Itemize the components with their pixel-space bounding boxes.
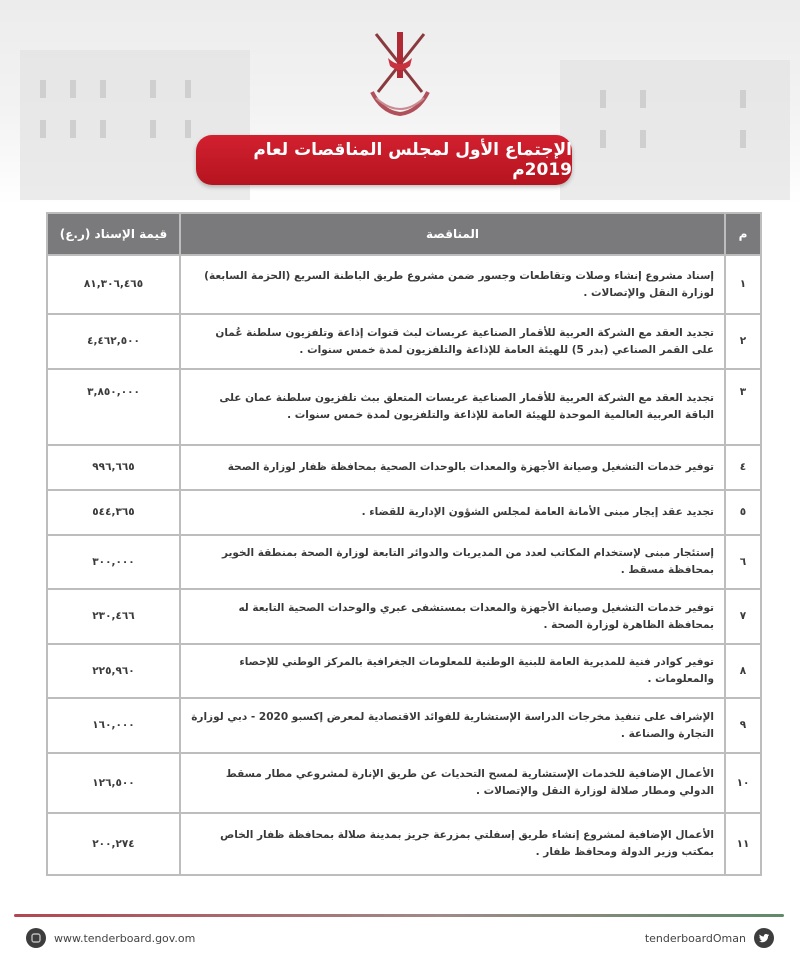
table-row [47, 753, 761, 813]
row-tender: توفير خدمات التشغيل وصيانة الأجهزة والمعدات بمستشفى عبري والوحدات الصحية التابعة له بمحافظة الظاهرة لوزارة الصحة . [180, 589, 725, 644]
table-row [47, 535, 761, 589]
building-silhouette [560, 60, 790, 200]
row-tender: إستئجار مبنى لإستخدام المكاتب لعدد من المديريات والدوائر التابعة لوزارة الصحة بمنطقة الخوير بمحافظة مسقط . [180, 535, 725, 589]
table-row [47, 445, 761, 490]
row-number: ١ [725, 255, 761, 314]
row-value: ١٢٦,٥٠٠ [47, 753, 180, 813]
row-number: ٧ [725, 589, 761, 644]
row-tender: الإشراف على تنفيذ مخرجات الدراسة الإستشارية للفوائد الاقتصادية لمعرض إكسبو 2020 - دبي لوزارة التجارة والصناعة . [180, 698, 725, 753]
row-tender: تجديد عقد إيجار مبنى الأمانة العامة لمجلس الشؤون الإدارية للقضاء . [180, 490, 725, 535]
table-row [47, 369, 761, 445]
row-number: ٣ [725, 369, 761, 445]
column-header-value: قيمة الإسناد (ر.ع) [47, 213, 180, 255]
twitter-icon [754, 928, 774, 948]
row-number: ٦ [725, 535, 761, 589]
row-tender: توفير خدمات التشغيل وصيانة الأجهزة والمعدات بالوحدات الصحية بمحافظة ظفار لوزارة الصحة [180, 445, 725, 490]
table-row [47, 698, 761, 753]
oman-national-emblem-icon [362, 28, 438, 120]
twitter-handle[interactable]: tenderboardOman [644, 931, 746, 945]
row-value: ٣,٨٥٠,٠٠٠ [47, 369, 180, 445]
row-value: ٢٣٠,٤٦٦ [47, 589, 180, 644]
column-header-number: م [725, 213, 761, 255]
row-value: ١٦٠,٠٠٠ [47, 698, 180, 753]
row-number: ٢ [725, 314, 761, 369]
row-value: ٨١,٣٠٦,٤٦٥ [47, 255, 180, 314]
row-number: ٩ [725, 698, 761, 753]
row-number: ١١ [725, 813, 761, 875]
table-row [47, 813, 761, 875]
footer-twitter[interactable] [645, 928, 774, 948]
globe-icon [26, 928, 46, 948]
row-value: ٩٩٦,٦٦٥ [47, 445, 180, 490]
row-value: ٢٢٥,٩٦٠ [47, 644, 180, 698]
row-tender: توفير كوادر فنية للمديرية العامة للبنية الوطنية للمعلومات الجغرافية بالمركز الوطني للإحصاء والمعلومات . [180, 644, 725, 698]
table-row [47, 589, 761, 644]
table-row [47, 255, 761, 314]
row-value: ٤,٤٦٢,٥٠٠ [47, 314, 180, 369]
row-tender: إسناد مشروع إنشاء وصلات وتقاطعات وجسور ضمن مشروع طريق الباطنة السريع (الحزمة السابعة) لوزارة النقل والإتصالات . [180, 255, 725, 314]
table-header-row [47, 213, 761, 255]
tenders-table [46, 212, 762, 876]
row-number: ٤ [725, 445, 761, 490]
row-value: ٢٠٠,٢٧٤ [47, 813, 180, 875]
website-link[interactable]: www.tenderboard.gov.om [54, 931, 196, 945]
row-value: ٥٤٤,٣٦٥ [47, 490, 180, 535]
row-tender: الأعمال الإضافية للخدمات الإستشارية لمسح التحديات عن طريق الإنارة لمشروعي مطار مسقط الدولي ومطار صلالة لوزارة النقل والإتصالات . [180, 753, 725, 813]
row-value: ٣٠٠,٠٠٠ [47, 535, 180, 589]
row-number: ٨ [725, 644, 761, 698]
page-title: الإجتماع الأول لمجلس المناقصات لعام 2019م [196, 135, 572, 185]
table-row [47, 314, 761, 369]
row-number: ١٠ [725, 753, 761, 813]
row-tender: تجديد العقد مع الشركة العربية للأقمار الصناعية عربسات لبث قنوات إذاعة وتلفزيون سلطنة عُمان على القمر الصناعي (بدر 5) للهيئة العامة للإذاعة والتلفزيون لمدة خمس سنوات . [180, 314, 725, 369]
row-number: ٥ [725, 490, 761, 535]
column-header-tender: المناقصة [180, 213, 725, 255]
footer-divider [14, 914, 784, 917]
footer-website[interactable] [26, 928, 195, 948]
table-row [47, 644, 761, 698]
row-tender: تجديد العقد مع الشركة العربية للأقمار الصناعية عربسات المتعلق ببث تلفزيون سلطنة عمان على الباقة العربية العالمية الموحدة للهيئة العامة للإذاعة والتلفزيون لمدة خمس سنوات . [180, 369, 725, 445]
row-tender: الأعمال الإضافية لمشروع إنشاء طريق إسفلتي بمزرعة جريز بمدينة صلالة بمحافظة ظفار الخاص بمكتب وزير الدولة ومحافظ ظفار . [180, 813, 725, 875]
table-row [47, 490, 761, 535]
